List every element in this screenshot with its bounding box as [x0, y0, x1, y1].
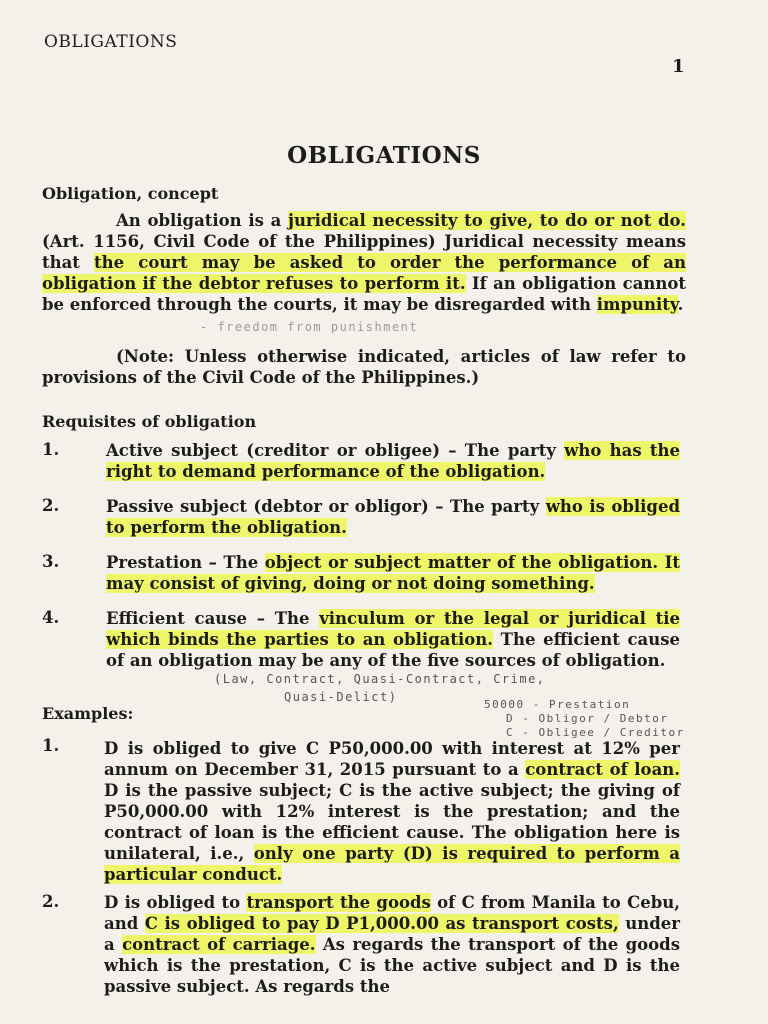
- handwritten-sources-line-2: Quasi-Delict): [284, 690, 398, 704]
- concept-paragraph: [42, 210, 686, 315]
- page-number: 1: [672, 56, 685, 77]
- concept-highlight-3: impunity: [596, 295, 678, 314]
- example-highlight: only one party (D) is required to perform a particular conduct.: [104, 844, 680, 884]
- example-highlight: contract of carriage.: [122, 935, 316, 954]
- requisite-item: [106, 608, 680, 671]
- concept-text-d: .: [677, 295, 684, 314]
- example-text: D is the passive subject; C is the active subject; the giving of P50,000.00 with 12% interest is the prestation; and the contract of loan is the efficient cause. The obligation here is unilateral, i.e.,: [104, 781, 680, 863]
- requisite-highlight: who has the right to demand performance of the obligation.: [106, 441, 680, 481]
- requisite-number: 3.: [42, 552, 60, 571]
- requisite-highlight: object or subject matter of the obligation. It may consist of giving, doing or not doing something.: [106, 553, 680, 593]
- example-number: 2.: [42, 892, 60, 911]
- example-highlight: C is obliged to pay D P1,000.00 as transport costs,: [144, 914, 619, 933]
- handwritten-sources-line-1: (Law, Contract, Quasi-Contract, Crime,: [214, 672, 546, 686]
- page-title: OBLIGATIONS: [287, 142, 481, 169]
- requisite-number: 2.: [42, 496, 60, 515]
- requisite-number: 4.: [42, 608, 60, 627]
- requisite-highlight: who is obliged to perform the obligation.: [106, 497, 680, 537]
- example-highlight: transport the goods: [246, 893, 431, 912]
- requisites-heading: Requisites of obligation: [42, 412, 257, 431]
- example-text: of C from Manila to Cebu, and: [104, 893, 680, 933]
- example-item: [104, 892, 680, 997]
- example-highlight: contract of loan.: [525, 760, 680, 779]
- requisite-text-tail: The efficient cause of an obligation may be any of the five sources of obligation.: [106, 630, 680, 670]
- handwritten-example-note-2: D - Obligor / Debtor: [506, 712, 669, 725]
- examples-heading: Examples:: [42, 704, 134, 723]
- requisite-highlight: vinculum or the legal or juridical tie which binds the parties to an obligation.: [106, 609, 680, 649]
- example-text: D is obliged to: [104, 893, 247, 912]
- handwritten-example-note-3: C - Obligee / Creditor: [506, 726, 685, 739]
- requisite-item: [106, 552, 680, 594]
- example-text: As regards the transport of the goods which is the prestation, C is the active subject and D is the passive subject. As regards the: [104, 935, 680, 996]
- example-text: D is obliged to give C P50,000.00 with interest at 12% per annum on December 31, 2015 pursuant to a: [104, 739, 680, 779]
- requisite-number: 1.: [42, 440, 60, 459]
- note-paragraph: (Note: Unless otherwise indicated, articles of law refer to provisions of the Civil Code of the Philippines.): [42, 347, 686, 387]
- handwritten-note-impunity: - freedom from punishment: [200, 320, 419, 334]
- example-item: [104, 738, 680, 885]
- concept-highlight-2: the court may be asked to order the performance of an obligation if the debtor refuses to perform it.: [42, 253, 686, 293]
- concept-text-a: An obligation is a: [116, 211, 288, 230]
- concept-heading: Obligation, concept: [42, 184, 219, 203]
- requisite-text: Active subject (creditor or obligee) – The party: [106, 441, 565, 460]
- requisite-item: [106, 496, 680, 538]
- requisite-text: Passive subject (debtor or obligor) – The party: [106, 497, 546, 516]
- example-number: 1.: [42, 736, 60, 755]
- requisite-text: Efficient cause – The: [106, 609, 320, 628]
- handwritten-example-note-1: 50000 - Prestation: [484, 698, 631, 711]
- running-title: OBLIGATIONS: [44, 32, 178, 52]
- requisite-text: Prestation – The: [106, 553, 265, 572]
- example-text: under a: [104, 914, 680, 954]
- concept-text-c: If an obligation cannot be enforced through the courts, it may be disregarded with: [42, 274, 687, 314]
- requisite-item: [106, 440, 680, 482]
- concept-text-b: (Art. 1156, Civil Code of the Philippines) Juridical necessity means that: [42, 232, 686, 272]
- concept-highlight-1: juridical necessity to give, to do or not do.: [287, 211, 686, 230]
